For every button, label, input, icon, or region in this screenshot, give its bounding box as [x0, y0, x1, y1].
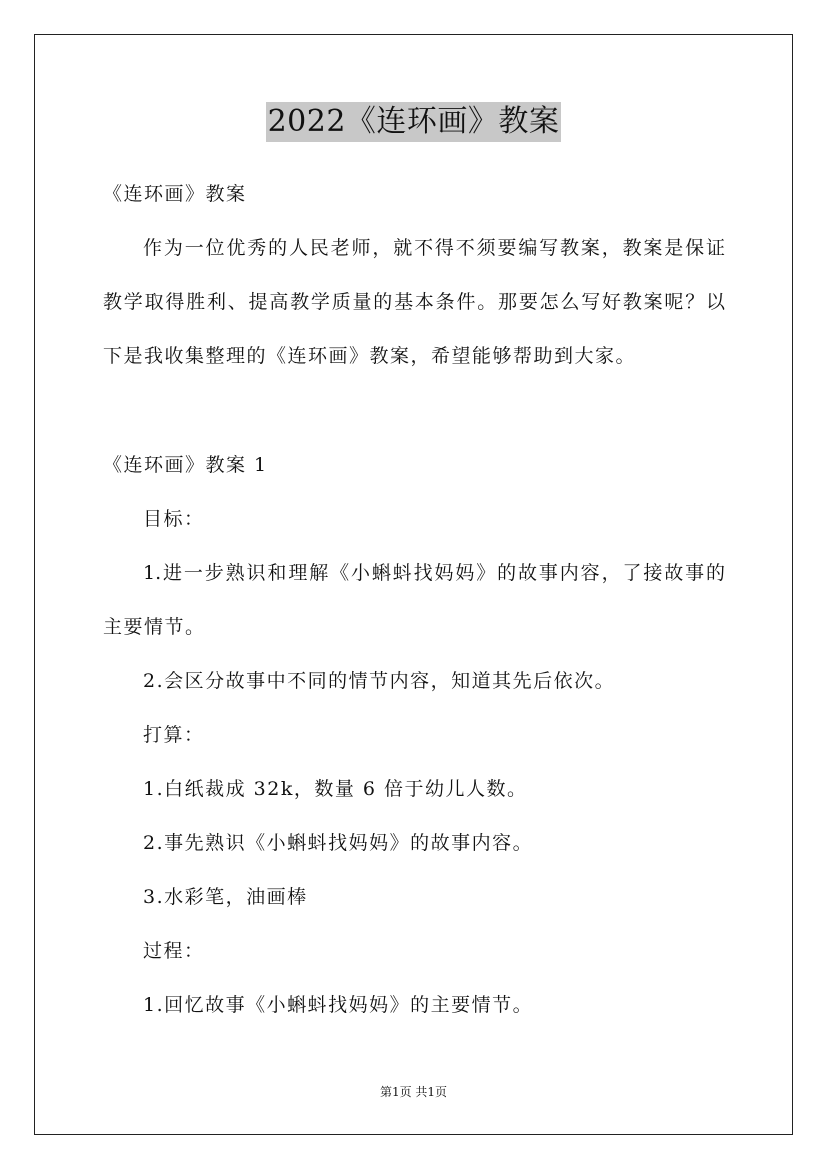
prep-item-3: 3.水彩笔，油画棒	[143, 886, 308, 908]
goal-label: 目标：	[143, 508, 205, 530]
section-heading: 《连环画》教案 1	[103, 454, 268, 476]
prep-item-1: 1.白纸裁成 32k，数量 6 倍于幼儿人数。	[143, 778, 528, 800]
process-1: 1.回忆故事《小蝌蚪找妈妈》的主要情节。	[143, 994, 534, 1016]
title-wrap	[0, 102, 827, 142]
prep-label: 打算：	[143, 724, 205, 746]
intro-heading: 《连环画》教案	[103, 183, 247, 205]
intro-line-3: 下是我收集整理的《连环画》教案，希望能够帮助到大家。	[103, 345, 637, 367]
page-number-footer: 第1页 共1页	[379, 1085, 448, 1099]
prep-item-2: 2.事先熟识《小蝌蚪找妈妈》的故事内容。	[143, 832, 534, 854]
goal-1-line-1: 1.进一步熟识和理解《小蝌蚪找妈妈》的故事内容，了接故事的	[143, 562, 725, 584]
goal-1-line-2: 主要情节。	[103, 616, 206, 638]
document-title: 2022《连环画》教案	[266, 102, 562, 142]
goal-2: 2.会区分故事中不同的情节内容，知道其先后依次。	[143, 670, 616, 692]
intro-line-2: 教学取得胜利、提高教学质量的基本条件。那要怎么写好教案呢？以	[103, 291, 725, 313]
intro-line-1: 作为一位优秀的人民老师，就不得不须要编写教案，教案是保证	[143, 237, 725, 259]
process-label: 过程：	[143, 940, 205, 962]
